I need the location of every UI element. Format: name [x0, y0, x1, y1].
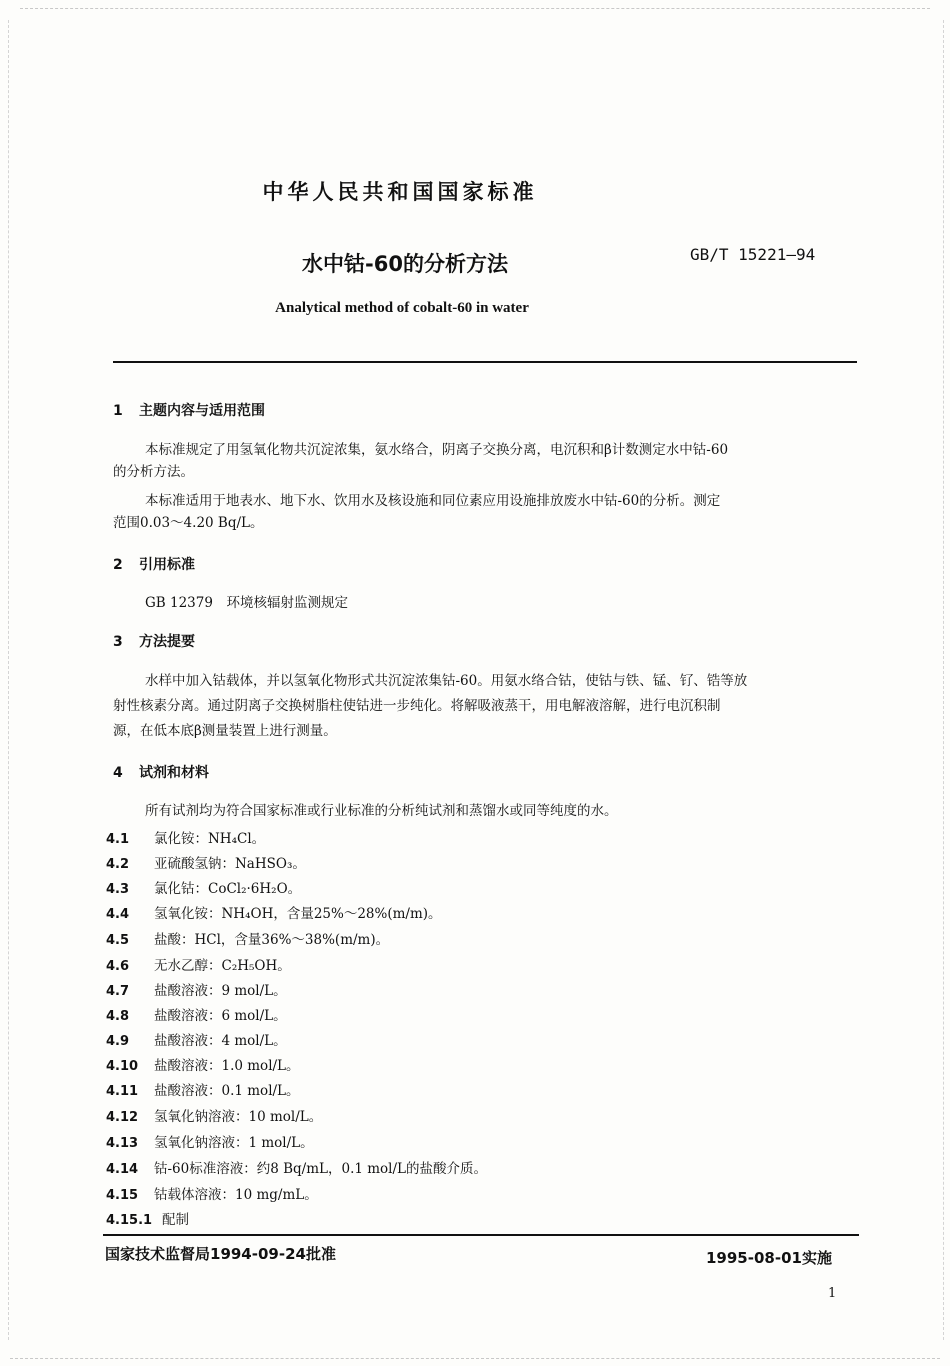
paragraph-line: 范围0.03～4.20 Bq/L。: [113, 515, 264, 531]
scan-edge-bottom: [10, 1358, 940, 1359]
item-number: 4.10: [106, 1059, 139, 1074]
item-number: 4.4: [106, 907, 130, 922]
item-text: 无水乙醇：C₂H₅OH。: [154, 958, 291, 974]
item-text: 氢氧化钠溶液：10 mol/L。: [154, 1109, 323, 1125]
item-number: 4.13: [106, 1136, 139, 1151]
paragraph-line: 源，在低本底β测量装置上进行测量。: [113, 723, 337, 739]
list-item: [106, 979, 287, 999]
item-text: 氢氧化铵：NH₄OH，含量25%～28%(m/m)。: [154, 906, 442, 922]
list-item: [106, 1131, 314, 1151]
list-item: [106, 827, 265, 847]
item-number: 4.9: [106, 1034, 130, 1049]
item-number: 4.6: [106, 959, 130, 974]
item-number: 4.14: [106, 1162, 139, 1177]
section-4-heading: [113, 762, 209, 782]
section-title: 引用标准: [139, 557, 195, 573]
section-number: 3: [113, 634, 123, 650]
section-number: 2: [113, 557, 123, 573]
list-item: [106, 1157, 487, 1177]
document-title-cn: 水中钴-60的分析方法: [302, 252, 508, 276]
section-title: 主题内容与适用范围: [139, 403, 265, 419]
item-number: 4.15: [106, 1188, 139, 1203]
list-item: [106, 1208, 189, 1228]
list-item: [106, 877, 301, 897]
list-item: [106, 902, 442, 922]
item-text: 钴-60标准溶液：约8 Bq/mL，0.1 mol/L的盐酸介质。: [154, 1161, 488, 1177]
item-number: 4.15.1: [106, 1213, 153, 1228]
item-number: 4.12: [106, 1110, 139, 1125]
paragraph-line: 本标准适用于地表水、地下水、饮用水及核设施和同位素应用设施排放废水中钴-60的分析。测定: [145, 493, 721, 509]
footer-divider: [103, 1234, 859, 1236]
item-text: 钴载体溶液：10 mg/mL。: [154, 1187, 318, 1203]
item-text: 盐酸：HCl，含量36%～38%(m/m)。: [154, 932, 390, 948]
item-text: 配制: [162, 1212, 189, 1228]
paragraph-line: 本标准规定了用氢氧化物共沉淀浓集，氨水络合，阴离子交换分离，电沉积和β计数测定水中钴-60: [145, 442, 729, 458]
item-text: 亚硫酸氢钠：NaHSO₃。: [154, 856, 306, 872]
paragraph-line: 射性核素分离。通过阴离子交换树脂柱使钴进一步纯化。将解吸液蒸干，用电解液溶解，进行电沉积制: [113, 698, 721, 714]
item-text: 盐酸溶液：0.1 mol/L。: [154, 1083, 300, 1099]
item-text: 氯化铵：NH₄Cl。: [154, 831, 266, 847]
paragraph-line: 水样中加入钴载体，并以氢氧化物形式共沉淀浓集钴-60。用氨水络合钴，使钴与铁、锰、钌、锆等放: [145, 673, 748, 689]
list-item: [106, 1183, 318, 1203]
item-text: 氯化钴：CoCl₂·6H₂O。: [154, 881, 302, 897]
section-title: 试剂和材料: [139, 765, 209, 781]
item-text: 盐酸溶液：4 mol/L。: [154, 1033, 287, 1049]
section-number: 4: [113, 765, 123, 781]
section-number: 1: [113, 403, 123, 419]
page-number: 1: [828, 1286, 837, 1301]
national-standard-heading: 中华人民共和国国家标准: [262, 180, 538, 204]
section-title: 方法提要: [139, 634, 195, 650]
approval-date: 国家技术监督局1994-09-24批准: [105, 1245, 336, 1263]
section-1-heading: [113, 400, 265, 420]
item-number: 4.1: [106, 832, 130, 847]
item-number: 4.7: [106, 984, 130, 999]
list-item: [106, 928, 389, 948]
item-number: 4.8: [106, 1009, 130, 1024]
scan-edge-left: [8, 20, 9, 1340]
scan-edge-top: [20, 8, 930, 9]
item-number: 4.11: [106, 1084, 139, 1099]
document-title-en: Analytical method of cobalt-60 in water: [275, 300, 529, 316]
item-number: 4.3: [106, 882, 130, 897]
effective-date: 1995-08-01实施: [706, 1249, 832, 1267]
list-item: [106, 954, 291, 974]
list-item: [106, 1105, 322, 1125]
header-divider: [113, 361, 857, 363]
section-3-heading: [113, 631, 195, 651]
paragraph-line: 所有试剂均为符合国家标准或行业标准的分析纯试剂和蒸馏水或同等纯度的水。: [145, 803, 618, 819]
standard-code: GB/T 15221—94: [690, 245, 816, 264]
section-2-heading: [113, 554, 195, 574]
list-item: [106, 852, 306, 872]
item-text: 盐酸溶液：9 mol/L。: [154, 983, 287, 999]
list-item: [106, 1029, 287, 1049]
item-number: 4.5: [106, 933, 130, 948]
referenced-standard: GB 12379 环境核辐射监测规定: [145, 595, 348, 611]
paragraph-line: 的分析方法。: [113, 464, 194, 480]
item-text: 盐酸溶液：1.0 mol/L。: [154, 1058, 300, 1074]
list-item: [106, 1054, 300, 1074]
item-text: 氢氧化钠溶液：1 mol/L。: [154, 1135, 314, 1151]
list-item: [106, 1004, 287, 1024]
item-number: 4.2: [106, 857, 130, 872]
item-text: 盐酸溶液：6 mol/L。: [154, 1008, 287, 1024]
scan-edge-right: [943, 20, 944, 1340]
list-item: [106, 1079, 300, 1099]
